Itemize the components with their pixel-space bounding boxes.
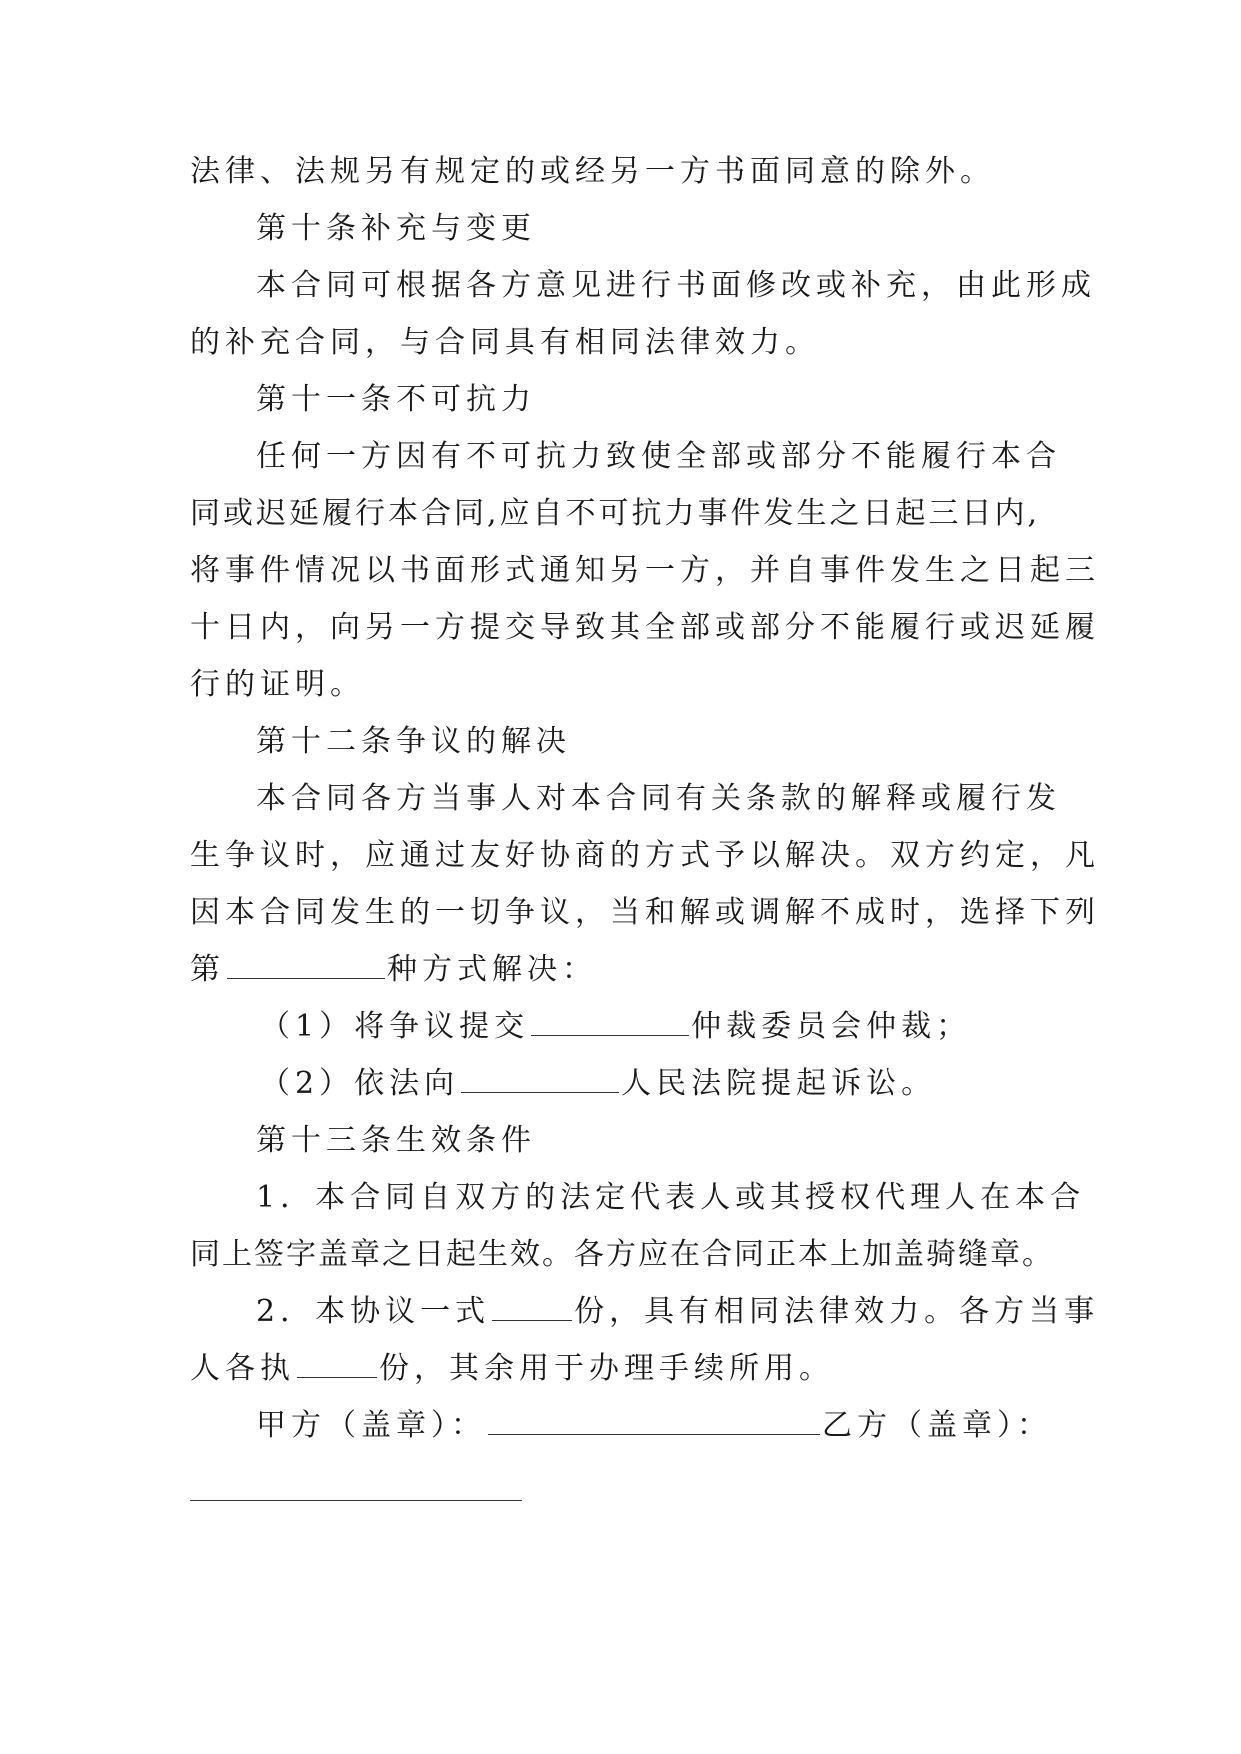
line-text: 种方式解决： — [387, 952, 597, 987]
fill-in-blank[interactable] — [297, 1349, 377, 1378]
fill-in-blank[interactable] — [531, 1007, 689, 1036]
paragraph-line: 本合同可根据各方意见进行书面修改或补充，由此形成 — [256, 268, 1096, 303]
line-text: 份，其余用于办理手续所用。 — [379, 1351, 834, 1386]
paragraph-line: 本合同各方当事人对本合同有关条款的解释或履行发 — [256, 781, 1061, 816]
line-text: 2．本协议一式 — [256, 1294, 491, 1329]
paragraph-line — [256, 1292, 1099, 1332]
fill-in-blank[interactable] — [492, 1292, 572, 1321]
paragraph-line: 1．本合同自双方的法定代表人或其授权代理人在本合 — [256, 1180, 1086, 1215]
fill-in-blank[interactable] — [461, 1064, 619, 1093]
paragraph-line: 因本合同发生的一切争议，当和解或调解不成时，选择下列 — [190, 895, 1100, 930]
paragraph-line: 同上签字盖章之日起生效。各方应在合同正本上加盖骑缝章。 — [190, 1237, 1054, 1272]
paragraph-line — [190, 950, 597, 990]
paragraph-line: 行的证明。 — [190, 667, 365, 702]
paragraph-line: 将事件情况以书面形式通知另一方，并自事件发生之日起三 — [190, 553, 1100, 588]
paragraph-line: 法律、法规另有规定的或经另一方书面同意的除外。 — [190, 154, 995, 189]
line-text: 人各执 — [190, 1351, 295, 1386]
article-10-title: 第十条补充与变更 — [256, 211, 536, 246]
paragraph-line — [190, 1349, 834, 1389]
paragraph-line: 同或迟延履行本合同,应自不可抗力事件发生之日起三日内, — [190, 496, 1041, 531]
article-11-title: 第十一条不可抗力 — [256, 382, 536, 417]
paragraph-line: 的补充合同，与合同具有相同法律效力。 — [190, 325, 820, 360]
party-a-signature-blank[interactable] — [488, 1406, 820, 1435]
article-12-title: 第十二条争议的解决 — [256, 724, 571, 759]
line-text: 仲裁委员会仲裁； — [691, 1009, 972, 1044]
fill-in-blank[interactable] — [227, 950, 385, 979]
line-text: 人民法院提起诉讼。 — [621, 1066, 937, 1101]
option-line — [260, 1064, 936, 1104]
line-text: 份，具有相同法律效力。各方当事 — [574, 1294, 1100, 1329]
paragraph-line: 十日内，向另一方提交导致其全部或部分不能履行或迟延履 — [190, 610, 1100, 645]
signature-line — [256, 1406, 1052, 1446]
line-text: （2）依法向 — [260, 1066, 460, 1101]
option-line — [260, 1007, 971, 1047]
article-13-title: 第十三条生效条件 — [256, 1123, 536, 1158]
paragraph-line: 任何一方因有不可抗力致使全部或部分不能履行本合 — [256, 439, 1061, 474]
party-a-label: 甲方（盖章）： — [256, 1408, 486, 1443]
line-text: 第 — [190, 952, 225, 987]
paragraph-line: 生争议时，应通过友好协商的方式予以解决。双方约定，凡 — [190, 838, 1100, 873]
party-b-signature-blank[interactable] — [190, 1500, 522, 1501]
line-text: （1）将争议提交 — [260, 1009, 530, 1044]
party-b-label: 乙方（盖章）： — [822, 1408, 1052, 1443]
